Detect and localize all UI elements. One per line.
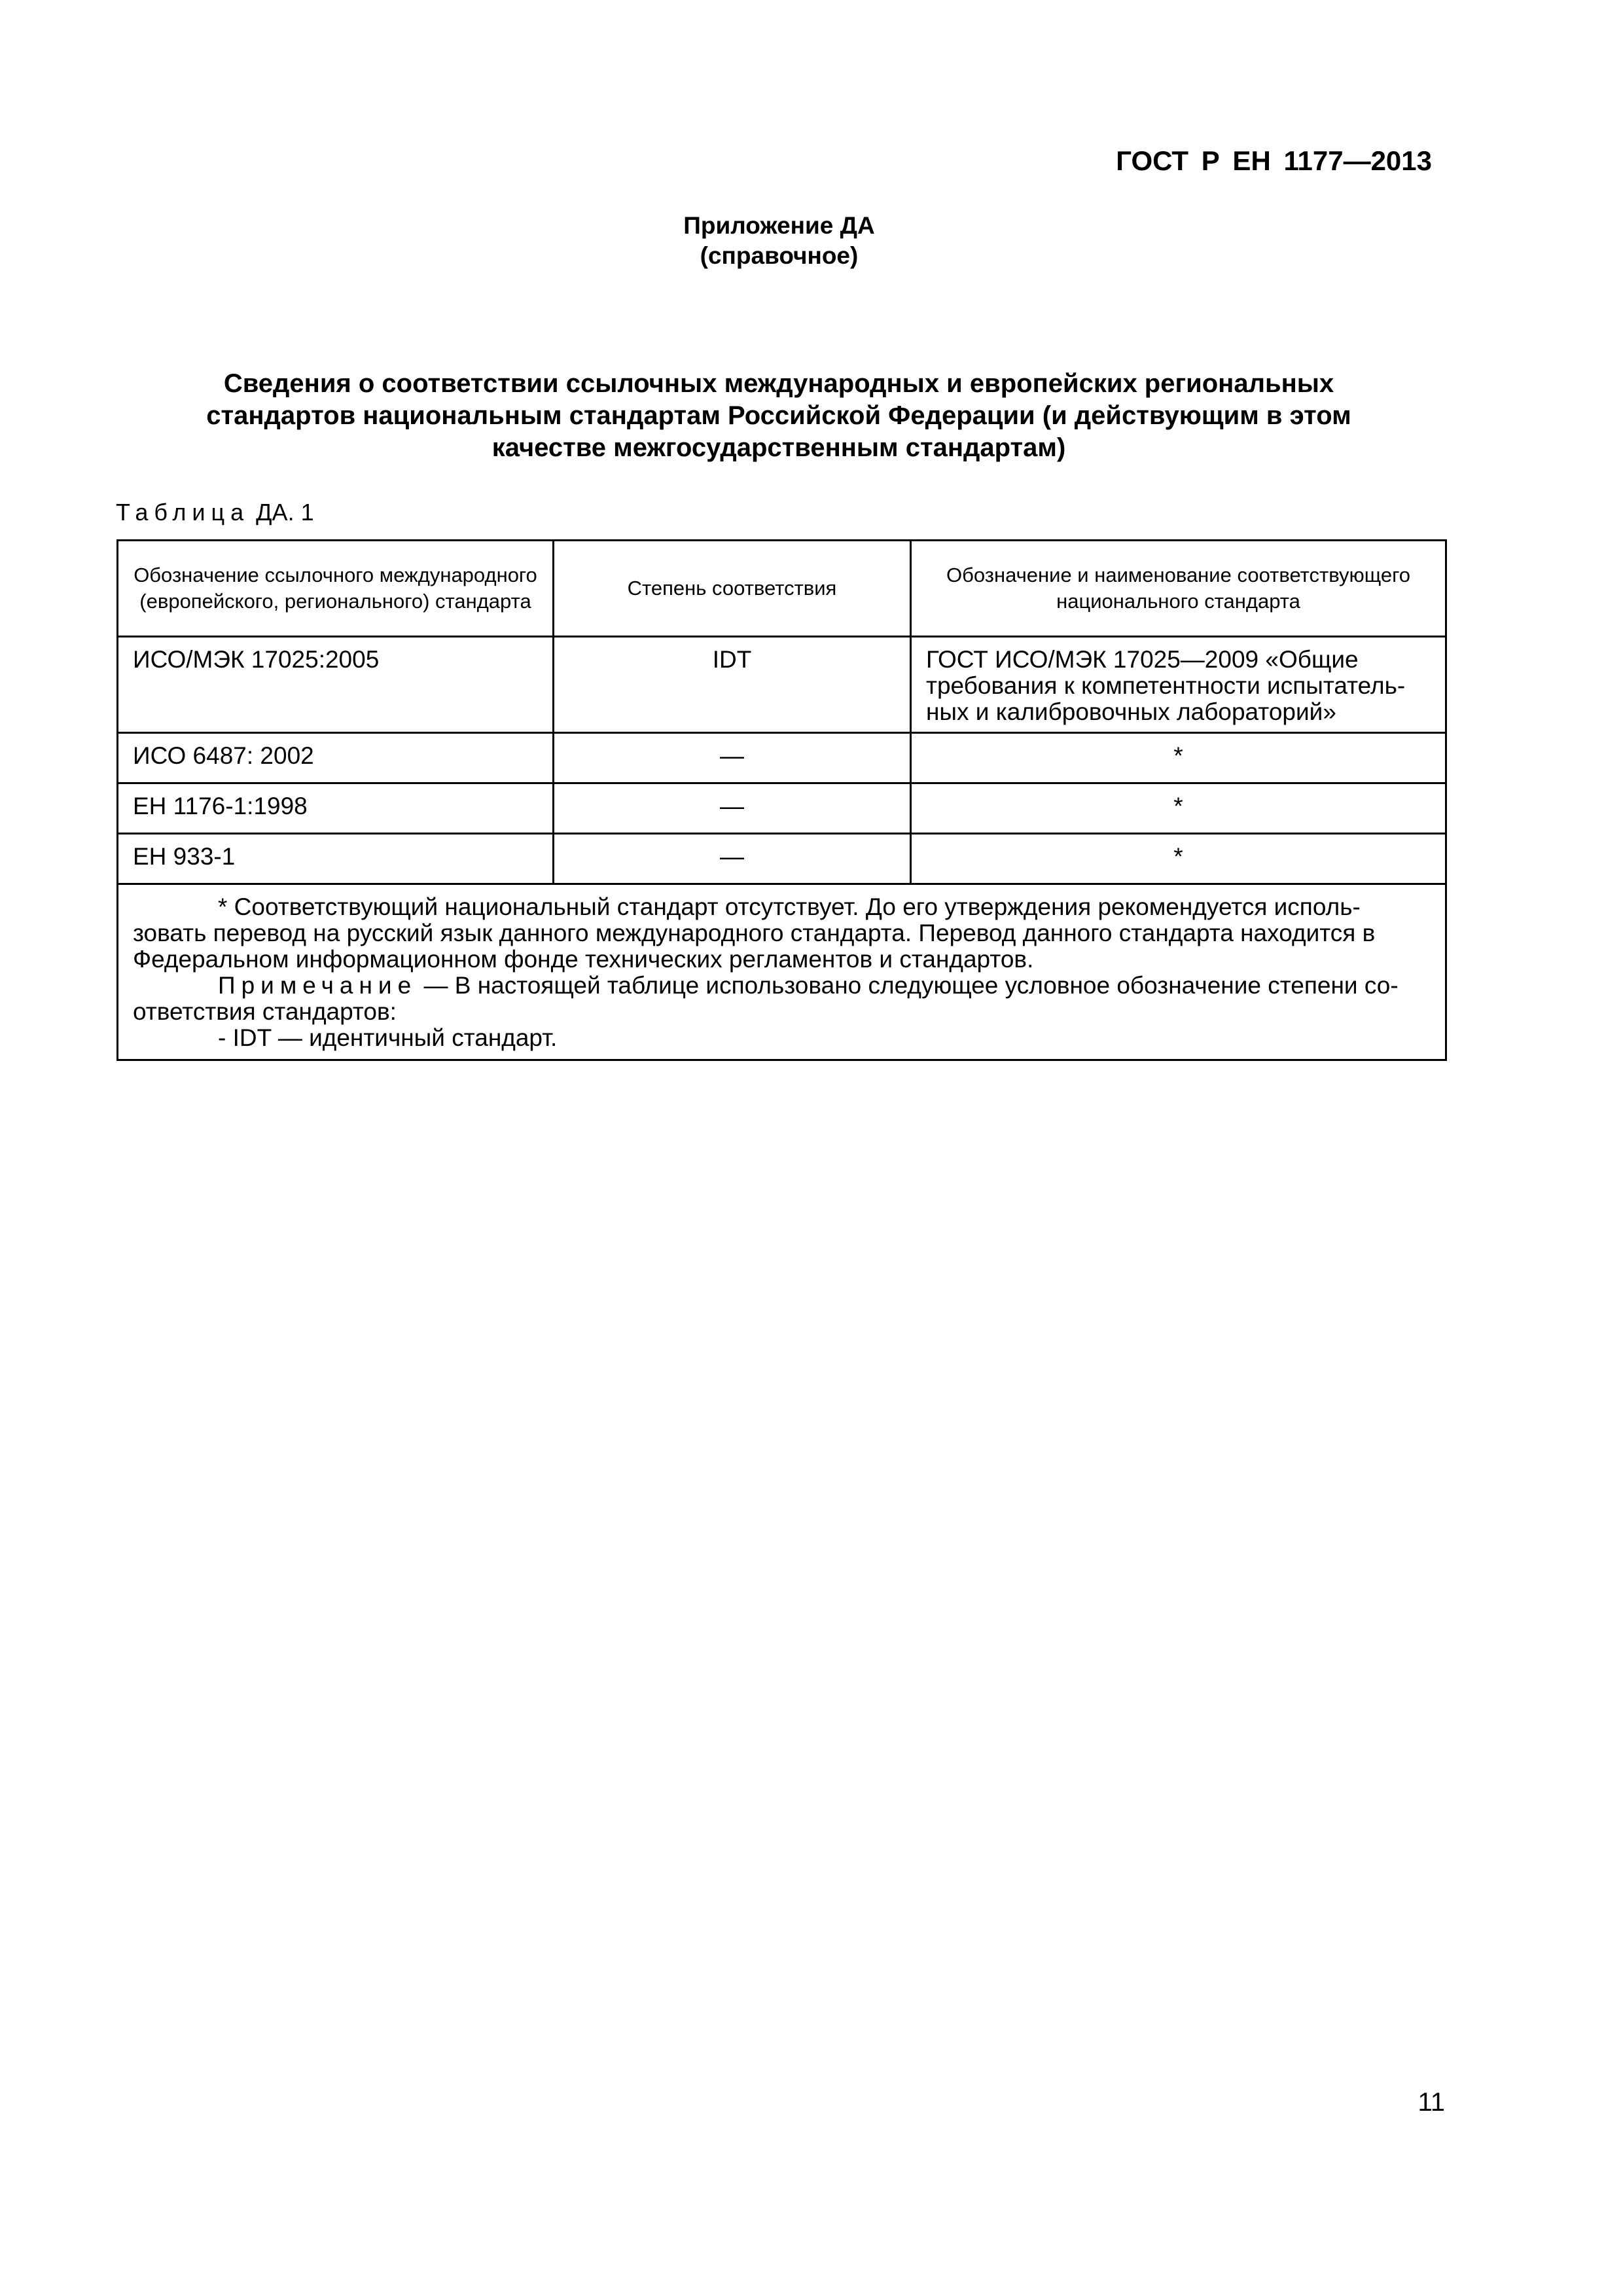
table-row: [118, 783, 1446, 834]
appendix-kind: (справочное): [700, 242, 859, 269]
cell-reference: ИСО 6487: 2002: [118, 733, 554, 783]
cell-degree: —: [554, 733, 911, 783]
table-caption: [116, 499, 314, 526]
table-caption-word: Таблица: [116, 499, 250, 526]
table-caption-number: ДА. 1: [256, 499, 314, 526]
cell-national: *: [911, 783, 1446, 834]
cell-degree: —: [554, 834, 911, 884]
cell-reference: ИСО/МЭК 17025:2005: [118, 637, 554, 733]
table-footnote-row: [118, 884, 1446, 1060]
column-header-reference: Обозначение ссылочного международного (европейского, регионального) стандарта: [118, 541, 554, 637]
table-footnote: [118, 884, 1446, 1060]
cell-national: ГОСТ ИСО/МЭК 17025—2009 «Общие требования к компетентности испытатель-ных и калибровочных лабораторий»: [911, 637, 1446, 733]
document-id: ГОСТ Р ЕН 1177—2013: [1116, 145, 1432, 176]
column-header-national: Обозначение и наименование соответствующего национального стандарта: [911, 541, 1446, 637]
cell-reference: ЕН 933-1: [118, 834, 554, 884]
cell-degree: —: [554, 783, 911, 834]
appendix-heading: [0, 211, 1558, 271]
table-row: [118, 637, 1446, 733]
footnote-asterisk: * Соответствующий национальный стандарт отсутствует. До его утверждения рекомендуется исполь-зовать перевод на русский язык данного международного стандарта. Перевод данного стандарта находится в Федеральном информационном фонде технических регламентов и стандартов.: [133, 893, 1376, 973]
column-header-degree: Степень соответствия: [554, 541, 911, 637]
page-title: [157, 368, 1400, 464]
table-header-row: [118, 541, 1446, 637]
cell-national: *: [911, 834, 1446, 884]
table-row: [118, 733, 1446, 783]
cell-reference: ЕН 1176-1:1998: [118, 783, 554, 834]
cell-national: *: [911, 733, 1446, 783]
correspondence-table: [116, 539, 1447, 1061]
appendix-title: Приложение ДА: [683, 212, 875, 239]
footnote-note: [133, 973, 1431, 1025]
cell-degree: IDT: [554, 637, 911, 733]
title-line-2: стандартов национальным стандартам Российской Федерации (и действующим в этом: [206, 401, 1351, 430]
page-number: 11: [1418, 2088, 1445, 2117]
note-text: — В настоящей таблице использовано следующее условное обозначение степени со-ответствия стандартов:: [133, 972, 1399, 1025]
note-word: Примечание: [218, 972, 418, 999]
footnote-list-item: - IDT — идентичный стандарт.: [218, 1024, 558, 1051]
table-row: [118, 834, 1446, 884]
title-line-1: Сведения о соответствии ссылочных международных и европейских региональных: [223, 369, 1334, 398]
title-line-3: качестве межгосударственным стандартам): [491, 433, 1066, 462]
